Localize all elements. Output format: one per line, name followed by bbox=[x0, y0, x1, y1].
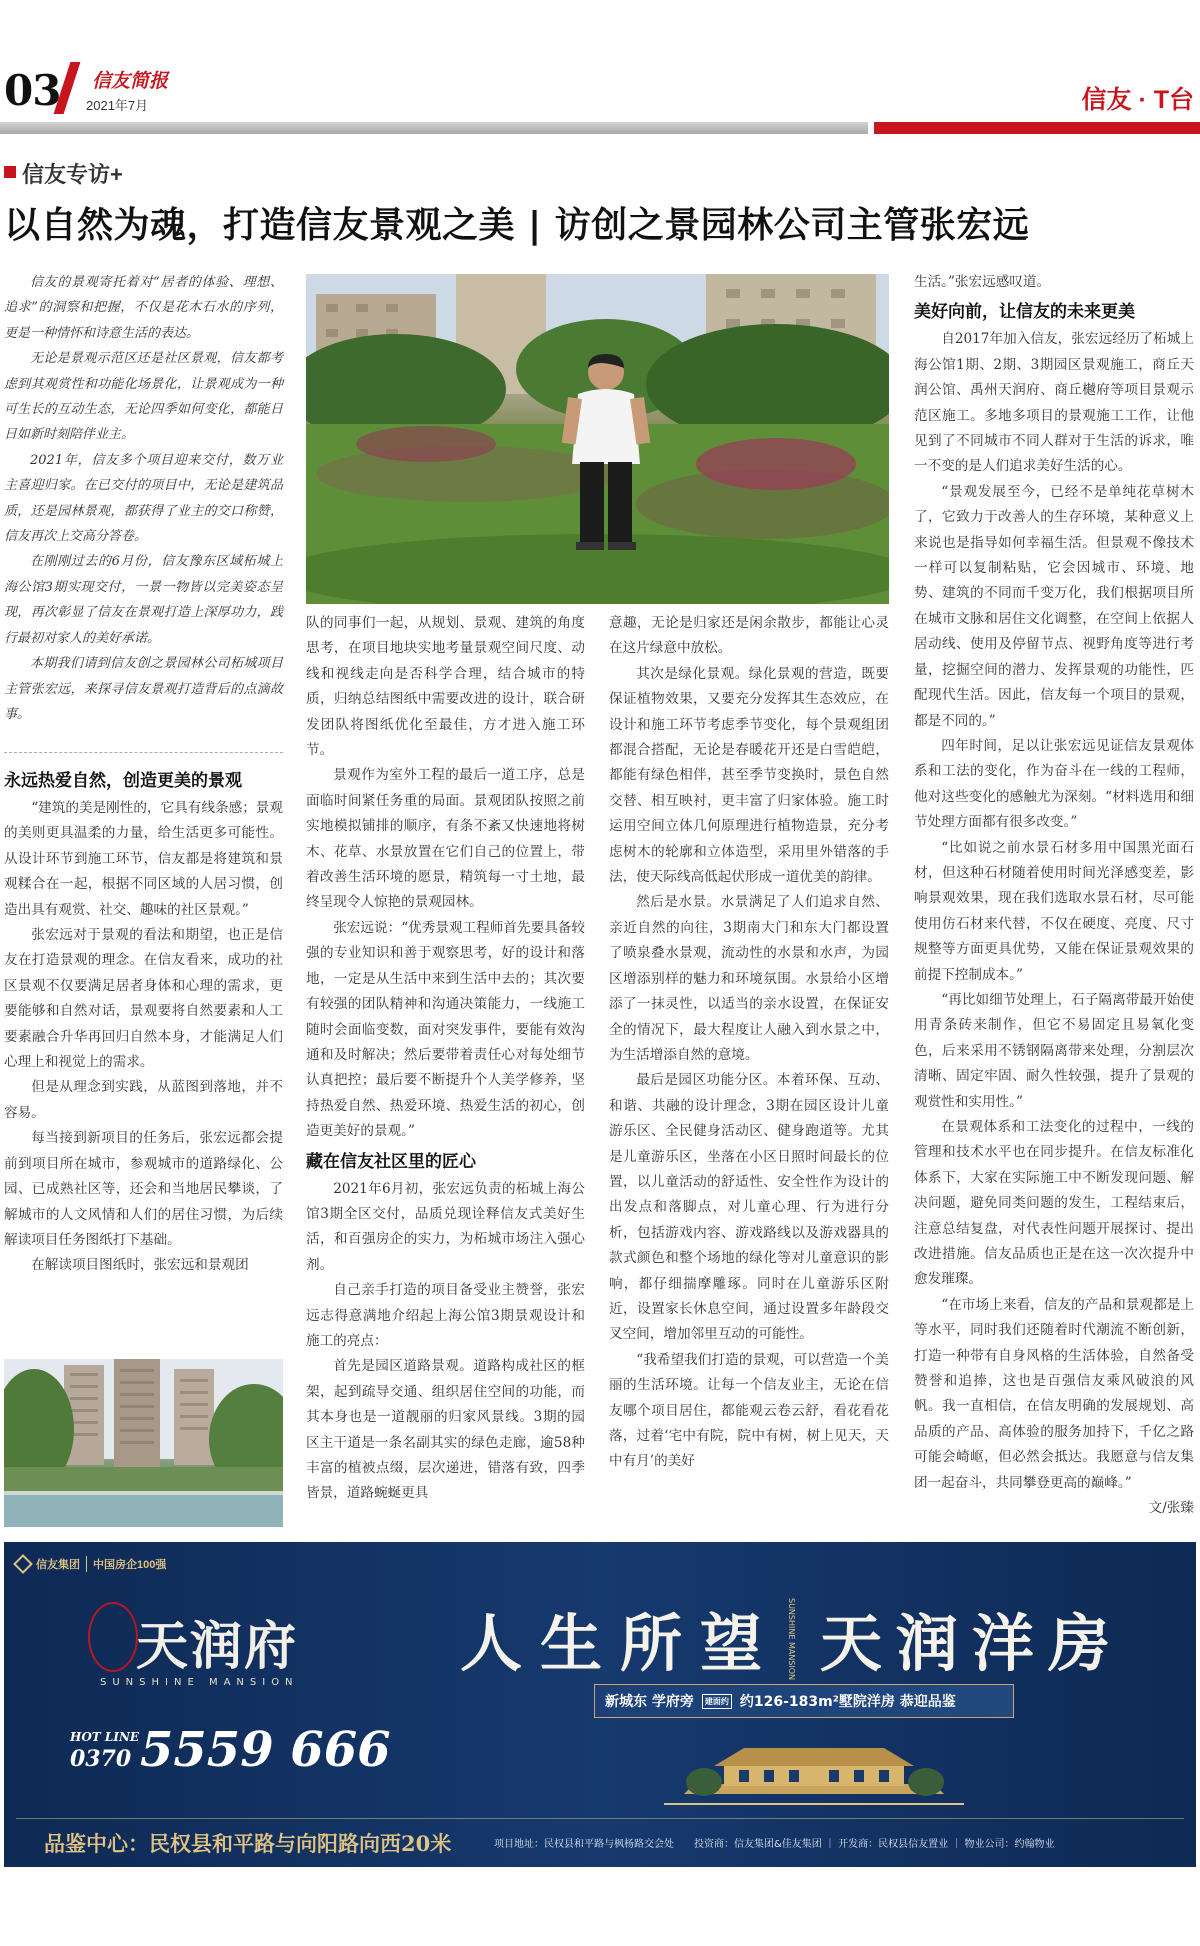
body-para: 在景观体系和工法变化的过程中，一线的管理和技术水平也在同步提升。在信友标准化体系下，大家在实际施工中不断发现问题、解决问题，避免同类问题的发生，工程结束后，注意总结复盘，对代表性问题开展探讨、提出改进措施。信友品质也正是在这一次次提升中愈发璀璨。 bbox=[914, 1119, 1194, 1288]
column-4 bbox=[914, 270, 1194, 1538]
intro-para: 2021年，信友多个项目迎来交付，数万业主喜迎归家。在已交付的项目中，无论是建筑品质，还是园林景观，都获得了业主的交口称赞，信友再次上交高分答卷。 bbox=[4, 452, 283, 545]
section-name: 信友 · T台 bbox=[1081, 86, 1194, 114]
body-para: “再比如细节处理上，石子隔离带最开始使用青条砖来制作，但它不易固定且易氧化变色，后来采用不锈钢隔离带来处理，分割层次清晰、固定牢固、耐久性较强，提升了景观的观赏性和实用性。” bbox=[914, 991, 1194, 1110]
intro-para: 信友的景观寄托着对“居者的体验、理想、追求”的洞察和把握，不仅是花木石水的序列，更是一种情怀和诗意生活的表达。 bbox=[4, 275, 283, 341]
body-para: 自己亲手打造的项目备受业主赞誉，张宏远志得意满地介绍起上海公馆3期景观设计和施工的亮点： bbox=[306, 1282, 585, 1349]
body-para: 意趣，无论是归家还是闲余散步，都能让心灵在这片绿意中放松。 bbox=[609, 615, 889, 657]
column-1 bbox=[4, 764, 283, 1354]
ad-tagline bbox=[594, 1684, 1014, 1718]
hotline-area-code: 0370 bbox=[70, 1746, 132, 1772]
issue-number: 03 bbox=[4, 66, 61, 115]
article-title: 以自然为魂，打造信友景观之美 | 访创之景园林公司主管张宏远 bbox=[4, 205, 1030, 246]
body-para: “比如说之前水景石材多用中国黑光面石材，但这种石材随着使用时间光泽感变差，影响景观效果，现在我们选取水景石材，尽可能使用仿石材来代替，不仅在硬度、亮度、尺寸规整等方面更具优势，又能在保证景观效果的前提下控制成本。” bbox=[914, 839, 1194, 983]
ranking-badge: 中国房企100强 bbox=[86, 1556, 166, 1572]
section-heading: 美好向前，让信友的未来更美 bbox=[914, 302, 1135, 323]
intro-divider bbox=[4, 752, 283, 753]
body-para: 景观作为室外工程的最后一道工序，总是面临时间紧任务重的局面。景观团队按照之前实地模拟铺排的顺序，有条不紊又快速地将树木、花草、水景放置在它们自己的位置上，带着改善生活环境的愿景，精筑每一寸土地，最终呈现令人惊艳的景观园林。 bbox=[306, 767, 585, 911]
body-para: 然后是水景。水景满足了人们追求自然、亲近自然的向往，3期南大门和东大门都设置了喷泉叠水景观，流动性的水景和水声，为园区增添别样的魅力和环境氛围。水景给小区增添了一抹灵性，以适当的亲水设置，在保证安全的情况下，最大程度让人融入到水景之中，为生活增添自然的意境。 bbox=[609, 894, 889, 1063]
project-name: 天润府 bbox=[136, 1616, 299, 1677]
section-heading: 藏在信友社区里的匠心 bbox=[306, 1151, 476, 1172]
showroom-address: 品鉴中心：民权县和平路与向阳路向西20米 bbox=[44, 1831, 452, 1856]
column-3 bbox=[609, 611, 889, 1541]
body-para: 2021年6月初，张宏远负责的柘城上海公馆3期全区交付，品质兑现诠释信友式美好生活，和百强房企的实力，为柘城市场注入强心剂。 bbox=[306, 1180, 585, 1273]
corp-diamond-icon bbox=[13, 1554, 33, 1574]
seal-ring-icon bbox=[88, 1602, 138, 1672]
section-heading: 永远热爱自然，创造更美的景观 bbox=[4, 771, 242, 791]
community-photo bbox=[4, 1359, 283, 1527]
body-para: “我希望我们打造的景观，可以营造一个美丽的生活环境。让每一个信友业主，无论在信友哪个项目居住，都能观云卷云舒，看花看花落，过着‘宅中有院，院中有树，树上见天，天中有月’的美好 bbox=[609, 1351, 889, 1470]
body-para: “在市场上来看，信友的产品和景观都是上等水平，同时我们还随着时代潮流不断创新，打造一种带有自身风格的生活体验，自然备受赞誉和追捧，这也是百强信友乘风破浪的风帆。我一直相信，在信友明确的发展规划、高品质的产品、高体验的服务加持下，千亿之路可能会崎岖，但必然会抵达。我愿意与信友集团一起奋斗，共同攀登更高的巅峰。” bbox=[914, 1296, 1194, 1491]
corp-name: 信友集团 bbox=[36, 1559, 80, 1571]
ad-divider bbox=[16, 1818, 1184, 1819]
intro-para: 无论是景观示范区还是社区景观，信友都考虑到其观赏性和功能化场景化，让景观成为一种可生长的互动生态，无论四季如何变化，都能日日如新时刻陪伴业主。 bbox=[4, 351, 283, 443]
advertisement-banner[interactable] bbox=[4, 1542, 1196, 1867]
vertical-mark: SUNSHINE MANSION bbox=[787, 1598, 796, 1681]
slogan-right: 天润洋房 bbox=[820, 1607, 1125, 1680]
tagline-location: 新城东 学府旁 bbox=[605, 1694, 694, 1710]
tagline-area: 约126-183m²墅院洋房 恭迎品鉴 bbox=[739, 1694, 956, 1710]
portrait-photo bbox=[306, 274, 889, 604]
issue-date: 2021年7月 bbox=[86, 98, 149, 113]
body-para: 首先是园区道路景观。道路构成社区的框架，起到疏导交通、组织居住空间的功能，而其本身也是一道靓丽的归家风景线。3期的园区主干道是一条名副其实的绿色走廊，逾58种丰富的植被点缀，层次递进，错落有致，四季皆景，道路蜿蜒更具 bbox=[306, 1358, 585, 1502]
ad-footer-info: 项目地址：民权县和平路与枫杨路交会处 投资商：信友集团&佳友集团 ｜ 开发商：民权县信友置业 ｜ 物业公司：约翰物业 bbox=[494, 1839, 1055, 1850]
body-para: 队的同事们一起，从规划、景观、建筑的角度思考，在项目地块实地考量景观空间尺度、动线和视线走向是否科学合理，结合城市的特质，归纳总结图纸中需要改进的设计，联合研发团队将图纸优化至最佳，方才进入施工环节。 bbox=[306, 615, 585, 759]
slogan-left: 人生所望 bbox=[460, 1607, 781, 1680]
column-2 bbox=[306, 611, 585, 1541]
masthead-logo: 信友简报 bbox=[92, 70, 169, 92]
body-para: 最后是园区功能分区。本着环保、互动、和谐、共融的设计理念，3期在园区设计儿童游乐区、全民健身活动区、健身跑道等。尤其是儿童游乐区，坐落在小区日照时间最长的位置，以儿童活动的舒适性、安全性作为设计的出发点和落脚点，对儿童心理、行为进行分析，包括游戏内容、游戏路线以及游戏器具的款式颜色和整个场地的绿化等对儿童意识的影响，都仔细揣摩雕琢。同时在儿童游乐区附近，设置家长休息空间，通过设置多年龄段交叉空间，增加邻里互动的可能性。 bbox=[609, 1072, 889, 1343]
body-para: 其次是绿化景观。绿化景观的营造，既要保证植物效果，又要充分发挥其生态效应，在设计和施工环节考虑季节变化，每个景观组团都混合搭配，无论是春暖花开还是白雪皑皑，都能有绿色相伴，甚至季节变换时，景色自然交替、相互映衬，更丰富了归家体验。施工时运用空间立体几何原理进行植物造景，充分考虑树木的轮廓和立体造型，采用里外错落的手法，使天际线高低起伏形成一道优美的韵律。 bbox=[609, 665, 889, 886]
column-name: 信友专访+ bbox=[22, 162, 123, 187]
intro-block bbox=[4, 270, 283, 727]
body-para: 生活。”张宏远感叹道。 bbox=[914, 274, 1051, 290]
intro-para: 在刚刚过去的6月份，信友豫东区域柘城上海公馆3期实现交付，一景一物皆以完美姿态呈现，再次彰显了信友在景观打造上深厚功力，践行最初对家人的美好承诺。 bbox=[4, 554, 283, 646]
intro-para: 本期我们请到信友创之景园林公司柘城项目主管张宏远，来探寻信友景观打造背后的点滴故事。 bbox=[4, 656, 283, 722]
byline: 文/张臻 bbox=[1148, 1500, 1194, 1517]
body-para: 但是从理念到实践，从蓝图到落地，并不容易。 bbox=[4, 1079, 283, 1121]
ad-corp-logo bbox=[16, 1556, 166, 1572]
community-photo-illustration bbox=[4, 1359, 283, 1527]
body-para: 张宏远说：“优秀景观工程师首先要具备较强的专业知识和善于观察思考，好的设计和落地，一定是从生活中来到生活中去的；其次要有较强的团队精神和沟通决策能力，一线施工随时会面临变数，面对突发事件，要能有效沟通和及时解决；然后要带着责任心对每处细节认真把控；最后要不断提升个人美学修养，坚持热爱自然、热爱环境、热爱生活的初心，创造更美好的景观。” bbox=[306, 919, 585, 1140]
body-para: 在解读项目图纸时，张宏远和景观团 bbox=[31, 1257, 249, 1274]
header-rule-gray bbox=[0, 122, 868, 134]
body-para: 张宏远对于景观的看法和期望，也正是信友在打造景观的理念。在信友看来，成功的社区景观不仅要满足居者身体和心理的需求，更要能够和自然对话，景观要将自然要素和人工要素融合升华再回归自然本身，才能满足人们心理上和视觉上的需求。 bbox=[4, 927, 283, 1071]
villa-illustration-icon bbox=[664, 1724, 964, 1814]
column-marker bbox=[4, 166, 16, 178]
hotline-label: HOT LINE bbox=[70, 1730, 140, 1744]
body-para: “景观发展至今，已经不是单纯花草树木了，它致力于改善人的生存环境，某种意义上来说也是指导如何幸福生活。但景观不像技术一样可以复制粘贴，它会因城市、环境、地势、建筑的不同而千变万化，我们根据项目所在城市文脉和居住文化调整，在空间上依据人居动线、使用及停留节点、视野角度等进行考量，挖掘空间的潜力、发挥景观的功能性，匹配现代生活。因此，信友每一个项目的景观，都是不同的。” bbox=[914, 483, 1194, 729]
body-para: 四年时间，足以让张宏远见证信友景观体系和工法的变化，作为奋斗在一线的工程师，他对这些变化的感触尤为深刻。“材料选用和细节处理方面都有很多改变。” bbox=[914, 737, 1194, 831]
body-para: 自2017年加入信友，张宏远经历了柘城上海公馆1期、2期、3期园区景观施工，商丘天润公馆、禹州天润府、商丘樾府等项目景观示范区施工。多地多项目的景观施工工作，让他见到了不同城市不同人群对于生活的诉求，唯一不变的是人们追求美好生活的心。 bbox=[914, 331, 1194, 475]
body-para: “建筑的美是刚性的，它具有线条感；景观的美则更具温柔的力量，给生活更多可能性。从设计环节到施工环节，信友都是将建筑和景观糅合在一起，根据不同区域的人居习惯，创造出具有观赏、社交、趣味的社区景观。” bbox=[4, 800, 283, 918]
hotline-number[interactable]: 5559 666 bbox=[140, 1722, 391, 1778]
header-rule-red bbox=[874, 122, 1200, 134]
tagline-tag: 建面约 bbox=[702, 1694, 732, 1709]
page-bottom-margin bbox=[0, 1880, 1200, 1946]
project-en-name: SUNSHINE MANSION bbox=[100, 1677, 299, 1688]
portrait-photo-illustration bbox=[306, 274, 889, 604]
body-para: 每当接到新项目的任务后，张宏远都会提前到项目所在城市，参观城市的道路绿化、公园、已成熟社区等，还会和当地居民攀谈，了解城市的人文风情和人们的居住习惯，为后续解读项目任务图纸打下基础。 bbox=[4, 1130, 283, 1248]
